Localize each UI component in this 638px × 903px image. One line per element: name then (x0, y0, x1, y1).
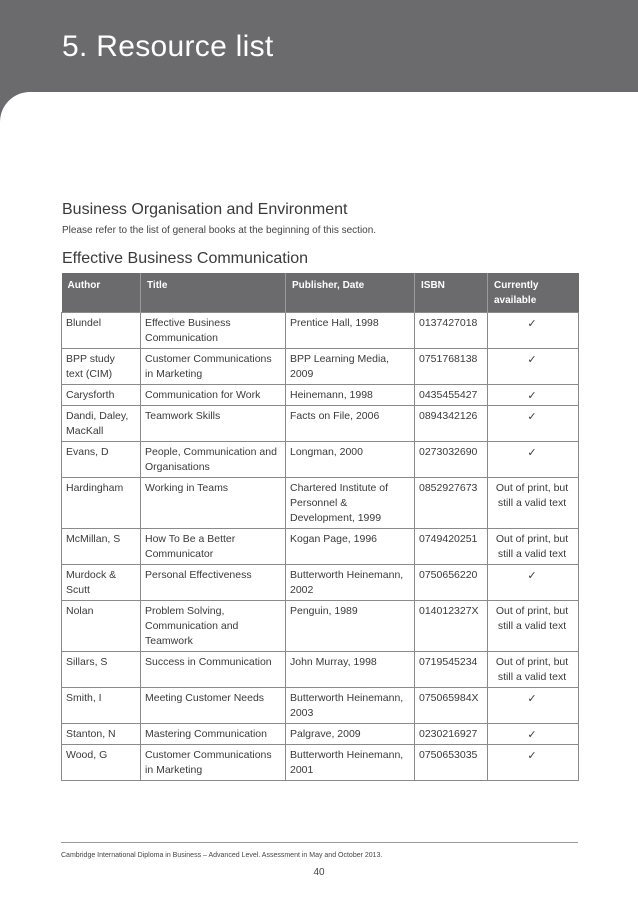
column-header-publisher: Publisher, Date (286, 273, 415, 313)
table-row (62, 652, 579, 688)
table-row (62, 406, 579, 442)
page-title: 5. Resource list (62, 30, 274, 63)
title-cell: Teamwork Skills (141, 406, 286, 442)
resource-table (61, 273, 579, 781)
publisher-cell: Butterworth Heinemann, 2002 (286, 565, 415, 601)
column-header-availability: Currently available (488, 273, 579, 313)
author-cell: Dandi, Daley, MacKall (62, 406, 141, 442)
availability-cell: ✓ (488, 745, 579, 781)
isbn-cell: 0230216927 (415, 724, 488, 745)
publisher-cell: John Murray, 1998 (286, 652, 415, 688)
title-cell: Problem Solving, Communication and Teamwork (141, 601, 286, 652)
author-cell: Nolan (62, 601, 141, 652)
publisher-cell: Heinemann, 1998 (286, 385, 415, 406)
author-cell: Stanton, N (62, 724, 141, 745)
table-row (62, 565, 579, 601)
publisher-cell: Penguin, 1989 (286, 601, 415, 652)
isbn-cell: 075065984X (415, 688, 488, 724)
isbn-cell: 0749420251 (415, 529, 488, 565)
availability-cell: Out of print, but still a valid text (488, 529, 579, 565)
title-cell: How To Be a Better Communicator (141, 529, 286, 565)
availability-cell: Out of print, but still a valid text (488, 478, 579, 529)
publisher-cell: Butterworth Heinemann, 2003 (286, 688, 415, 724)
author-cell: Carysforth (62, 385, 141, 406)
table-row (62, 478, 579, 529)
table-body (62, 313, 579, 781)
author-cell: Hardingham (62, 478, 141, 529)
section-heading-business-organisation: Business Organisation and Environment (62, 201, 348, 218)
isbn-cell: 0750656220 (415, 565, 488, 601)
availability-cell: ✓ (488, 442, 579, 478)
isbn-cell: 0137427018 (415, 313, 488, 349)
title-cell: Effective Business Communication (141, 313, 286, 349)
author-cell: Murdock & Scutt (62, 565, 141, 601)
availability-cell: ✓ (488, 385, 579, 406)
table-row (62, 529, 579, 565)
table-row (62, 442, 579, 478)
section-note: Please refer to the list of general books at the beginning of this section. (62, 225, 377, 236)
column-header-title: Title (141, 273, 286, 313)
table-row (62, 601, 579, 652)
title-cell: Mastering Communication (141, 724, 286, 745)
footer-note: Cambridge International Diploma in Business – Advanced Level. Assessment in May and October 2013. (61, 852, 383, 859)
availability-cell: ✓ (488, 724, 579, 745)
title-cell: Customer Communications in Marketing (141, 745, 286, 781)
availability-cell: ✓ (488, 313, 579, 349)
table-row (62, 745, 579, 781)
title-cell: Meeting Customer Needs (141, 688, 286, 724)
author-cell: Wood, G (62, 745, 141, 781)
isbn-cell: 0435455427 (415, 385, 488, 406)
footer-divider (61, 842, 578, 843)
author-cell: Smith, I (62, 688, 141, 724)
isbn-cell: 0719545234 (415, 652, 488, 688)
isbn-cell: 014012327X (415, 601, 488, 652)
table-row (62, 688, 579, 724)
title-cell: People, Communication and Organisations (141, 442, 286, 478)
availability-cell: ✓ (488, 406, 579, 442)
column-header-isbn: ISBN (415, 273, 488, 313)
isbn-cell: 0751768138 (415, 349, 488, 385)
title-cell: Success in Communication (141, 652, 286, 688)
author-cell: Blundel (62, 313, 141, 349)
publisher-cell: BPP Learning Media, 2009 (286, 349, 415, 385)
page-number: 40 (313, 867, 325, 878)
author-cell: Sillars, S (62, 652, 141, 688)
title-cell: Working in Teams (141, 478, 286, 529)
author-cell: McMillan, S (62, 529, 141, 565)
section-heading-effective-communication: Effective Business Communication (62, 250, 309, 267)
availability-cell: Out of print, but still a valid text (488, 652, 579, 688)
publisher-cell: Prentice Hall, 1998 (286, 313, 415, 349)
banner-curve-decoration (0, 92, 30, 122)
author-cell: Evans, D (62, 442, 141, 478)
table-row (62, 724, 579, 745)
author-cell: BPP study text (CIM) (62, 349, 141, 385)
publisher-cell: Chartered Institute of Personnel & Development, 1999 (286, 478, 415, 529)
isbn-cell: 0750653035 (415, 745, 488, 781)
title-cell: Customer Communications in Marketing (141, 349, 286, 385)
publisher-cell: Palgrave, 2009 (286, 724, 415, 745)
availability-cell: ✓ (488, 349, 579, 385)
column-header-author: Author (62, 273, 141, 313)
table-row (62, 313, 579, 349)
publisher-cell: Facts on File, 2006 (286, 406, 415, 442)
isbn-cell: 0852927673 (415, 478, 488, 529)
table-row (62, 385, 579, 406)
availability-cell: ✓ (488, 688, 579, 724)
availability-cell: ✓ (488, 565, 579, 601)
publisher-cell: Longman, 2000 (286, 442, 415, 478)
isbn-cell: 0273032690 (415, 442, 488, 478)
isbn-cell: 0894342126 (415, 406, 488, 442)
publisher-cell: Butterworth Heinemann, 2001 (286, 745, 415, 781)
title-cell: Communication for Work (141, 385, 286, 406)
table-row (62, 349, 579, 385)
title-cell: Personal Effectiveness (141, 565, 286, 601)
title-banner (0, 0, 638, 92)
publisher-cell: Kogan Page, 1996 (286, 529, 415, 565)
table-header-row (62, 273, 579, 313)
availability-cell: Out of print, but still a valid text (488, 601, 579, 652)
